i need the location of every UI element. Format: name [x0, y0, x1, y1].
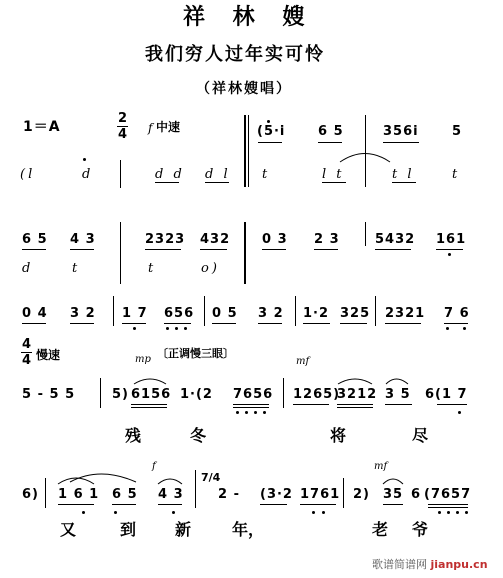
note-group: 1265) [293, 387, 341, 402]
percussion-note: l t [322, 167, 345, 182]
note-group: 7 6 [444, 306, 470, 321]
note-group: 4 3 [70, 232, 96, 247]
note-group: 1 6 1 [58, 487, 100, 502]
note-group: 6) [22, 487, 39, 502]
lyric-char: 尽 [412, 426, 429, 445]
note-group: 325 [340, 306, 371, 321]
note-group: 5432 [375, 232, 416, 247]
slur [338, 379, 372, 384]
song-title: 祥 林 嫂 [183, 4, 315, 30]
note-group: (5·i [257, 124, 286, 139]
lyric-char: 新 [175, 520, 192, 539]
lyric-char: 将 [330, 426, 347, 445]
note-group: 6 [411, 487, 422, 502]
note-group: 3 2 [70, 306, 96, 321]
time-sig-top: 4 [22, 337, 33, 352]
lyric-char: 老 [372, 520, 389, 539]
note-group: 6156 [131, 387, 172, 402]
note-group: 0 3 [262, 232, 288, 247]
dynamic-mark: mf [374, 461, 388, 472]
percussion-note: d [82, 167, 94, 182]
percussion-note: o) [201, 261, 220, 276]
note-group: 161 [436, 232, 467, 247]
note-group: 5 [452, 124, 463, 139]
note-group: 5 - 5 5 [22, 387, 76, 402]
note-group: 4 3 [158, 487, 184, 502]
dynamic-mark: f [152, 461, 156, 472]
note-group: 3 2 [258, 306, 284, 321]
note-group: 1 7 [122, 306, 148, 321]
song-subtitle: 我们穷人过年实可怜 [145, 44, 325, 65]
note-group: 2 3 [314, 232, 340, 247]
time-change: 7/4 [201, 471, 221, 484]
note-group: 6 5 [318, 124, 344, 139]
note-group: 0 5 [212, 306, 238, 321]
note-group: 3 5 [385, 387, 411, 402]
tempo-text: 慢速 [36, 348, 61, 362]
percussion-note: d d [155, 167, 185, 182]
note-group: 3212 [337, 387, 378, 402]
lyric-char: 又 [60, 520, 77, 539]
note-group: 656 [164, 306, 195, 321]
note-group: 356i [383, 124, 419, 139]
lyric-char: 到 [120, 520, 137, 539]
slur [158, 479, 182, 484]
time-sig-bottom: 4 [118, 127, 129, 142]
note-group: 6(1 7 [425, 387, 468, 402]
note-group: 432 [200, 232, 231, 247]
dynamic-mark: mp [135, 354, 151, 365]
note-group: 6 5 [22, 232, 48, 247]
lyric-char: 残 [125, 426, 142, 445]
key-signature: 1＝A [23, 119, 61, 135]
note-group: (3·2 [260, 487, 293, 502]
percussion-note: d [22, 261, 34, 276]
watermark [372, 556, 488, 572]
slur [70, 474, 136, 482]
slur [386, 379, 408, 384]
note-group: 5) [112, 387, 129, 402]
note-group: 6 5 [112, 487, 138, 502]
percussion-note: t [148, 261, 157, 276]
time-sig-top: 2 [118, 111, 129, 126]
percussion-note: t l [392, 167, 415, 182]
lyric-char: 冬 [190, 426, 207, 445]
note-group: 2) [353, 487, 370, 502]
singer-label: （祥林嫂唱） [196, 81, 292, 97]
note-group: 1761 [300, 487, 341, 502]
note-group: 2 - [218, 487, 240, 502]
slur [340, 154, 390, 163]
percussion-note: t [452, 167, 461, 182]
lyric-char: 年， [232, 520, 265, 539]
slur [134, 379, 166, 384]
tempo-dynamic: f [148, 121, 153, 135]
watermark-cn: 歌谱简谱网 [372, 558, 427, 571]
note-group: 1·2 [303, 306, 330, 321]
time-sig-bottom: 4 [22, 353, 33, 368]
slur [383, 479, 403, 484]
lyric-char: 爷 [412, 520, 429, 539]
note-group: (7657 [424, 487, 472, 502]
percussion-note: t [72, 261, 81, 276]
percussion-note: d l [205, 167, 231, 182]
note-group: 1·(2 [180, 387, 213, 402]
percussion-note: t [262, 167, 271, 182]
section-mark: 〔正调慢三眼〕 [157, 347, 234, 360]
note-group: 2323 [145, 232, 186, 247]
note-group: 7656 [233, 387, 274, 402]
dynamic-mark: mf [296, 356, 310, 367]
note-group: 0 4 [22, 306, 48, 321]
percussion-note: (l [20, 167, 36, 182]
note-group: 35 [383, 487, 404, 502]
tempo-text: 中速 [156, 120, 181, 134]
watermark-url: jianpu.cn [430, 558, 488, 571]
note-group: 2321 [385, 306, 426, 321]
